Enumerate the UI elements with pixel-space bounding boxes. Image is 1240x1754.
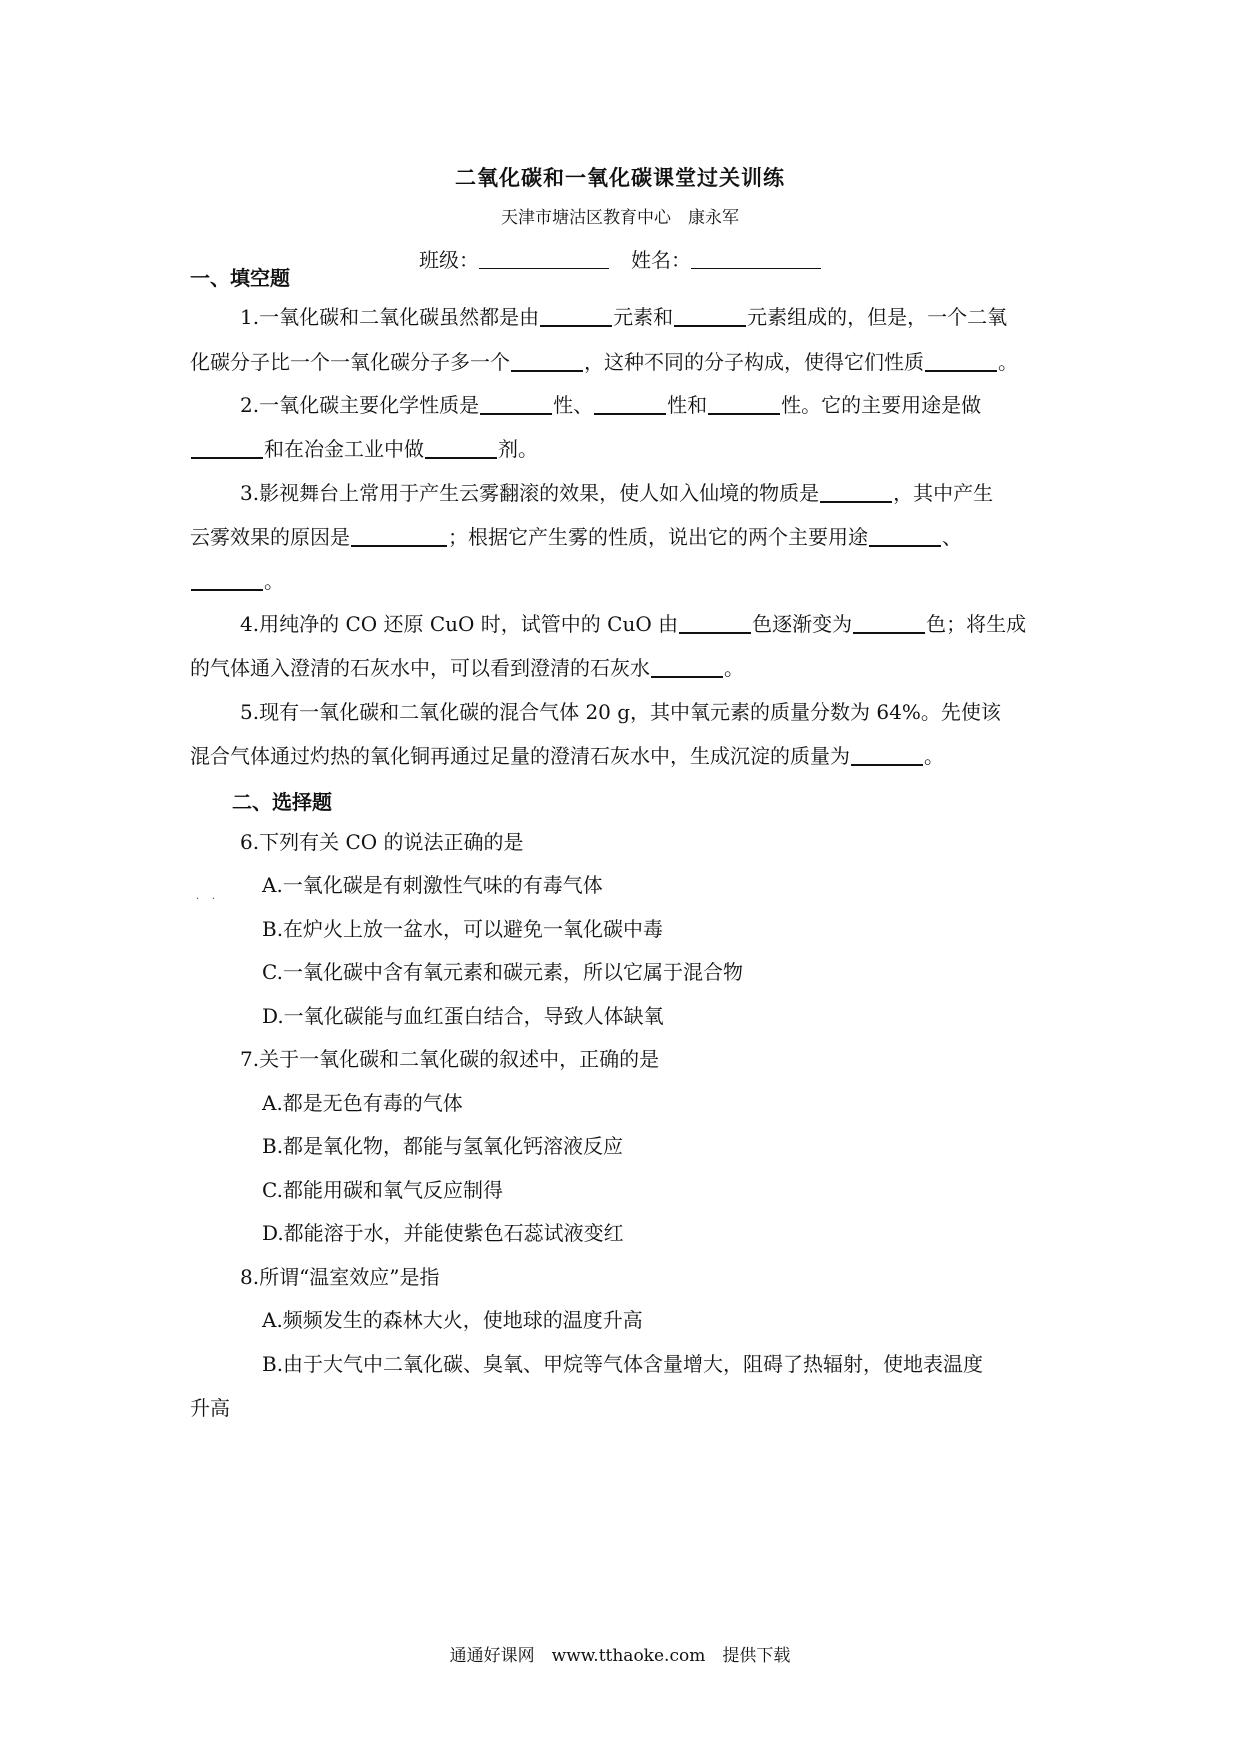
q6-option-a[interactable]: A.一氧化碳是有刺激性气味的有毒气体 [262,873,603,897]
q2-text-d: 性。它的主要用途是做 [781,393,982,417]
q6-option-b[interactable]: B.在炉火上放一盆水，可以避免一氧化碳中毒 [262,917,664,941]
q1-blank-4[interactable] [925,350,997,372]
q7-option-d[interactable]: D.都能溶于水，并能使紫色石蕊试液变红 [262,1221,624,1245]
name-label: 姓名： [631,248,691,272]
q2-text-c: 性和 [667,393,708,417]
q1-text-c: 元素组成的，但是，一个二氧 [747,305,1008,329]
q1-text-f: 。 [998,350,1018,374]
q2-text-f: 剂。 [498,437,538,461]
q2-blank-2[interactable] [594,393,666,415]
q3-line-1 [240,481,1110,505]
q3-text-f: 。 [264,569,284,593]
document-title: 二氧化碳和一氧化碳课堂过关训练 [455,165,785,190]
q8-option-b-line-1[interactable]: B.由于大气中二氧化碳、臭氧、甲烷等气体含量增大，阻碍了热辐射，使地表温度 [262,1352,984,1376]
q1-text-a: 1.一氧化碳和二氧化碳虽然都是由 [240,305,540,329]
q3-text-d: ；根据它产生雾的性质，说出它的两个主要用途 [448,525,868,549]
class-label: 班级： [419,248,479,272]
q2-line-2 [190,437,1060,461]
q1-text-d: 化碳分子比一个一氧化碳分子多一个 [190,350,510,374]
q2-blank-1[interactable] [480,393,552,415]
name-blank[interactable] [691,250,821,269]
q7-option-b[interactable]: B.都是氧化物，都能与氢氧化钙溶液反应 [262,1134,624,1158]
q3-blank-4[interactable] [191,569,263,591]
q2-blank-5[interactable] [425,437,497,459]
q2-blank-4[interactable] [191,437,263,459]
q1-text-b: 元素和 [613,305,674,329]
q3-line-3 [190,569,1060,593]
q3-text-c: 云雾效果的原因是 [190,525,350,549]
q5-line-1: 5.现有一氧化碳和二氧化碳的混合气体 20 g，其中氧元素的质量分数为 64%。先使该 [240,700,1001,724]
q1-blank-1[interactable] [540,305,612,327]
q4-line-2 [190,656,1060,680]
q4-blank-2[interactable] [853,612,925,634]
q5-text-a: 混合气体通过灼热的氧化铜再通过足量的澄清石灰水中，生成沉淀的质量为 [190,744,850,768]
q8-option-b-line-2[interactable]: 升高 [190,1396,230,1420]
q4-blank-3[interactable] [651,656,723,678]
q2-blank-3[interactable] [708,393,780,415]
class-name-line [0,244,1240,273]
q8-stem: 8.所谓“温室效应”是指 [240,1265,440,1289]
q6-option-d[interactable]: D.一氧化碳能与血红蛋白结合，导致人体缺氧 [262,1004,664,1028]
q6-option-c[interactable]: C.一氧化碳中含有氧元素和碳元素，所以它属于混合物 [262,960,743,984]
q3-blank-1[interactable] [820,481,892,503]
class-blank[interactable] [479,250,609,269]
author-line: 天津市塘沽区教育中心 康永军 [501,208,739,228]
q4-text-a: 4.用纯净的 CO 还原 CuO 时，试管中的 CuO 由 [240,612,679,636]
q3-blank-3[interactable] [869,525,941,547]
q2-text-a: 2.一氧化碳主要化学性质是 [240,393,480,417]
q6-stem: 6.下列有关 CO 的说法正确的是 [240,830,524,854]
q1-line-1 [240,305,1060,329]
q7-option-c[interactable]: C.都能用碳和氧气反应制得 [262,1178,503,1202]
scan-specks: · · [196,894,216,905]
q7-stem: 7.关于一氧化碳和二氧化碳的叙述中，正确的是 [240,1047,660,1071]
q4-blank-1[interactable] [679,612,751,634]
q4-text-b: 色逐渐变为 [752,612,853,636]
section-choice: 二、选择题 [232,790,332,814]
q5-text-b: 。 [924,744,944,768]
q1-text-e: ，这种不同的分子构成，使得它们性质 [584,350,924,374]
q5-blank-1[interactable] [851,744,923,766]
q3-line-2 [190,525,1060,549]
q3-blank-2[interactable] [351,525,447,547]
section-fill-in: 一、填空题 [190,266,290,290]
q3-text-a: 3.影视舞台上常用于产生云雾翻滚的效果，使人如入仙境的物质是 [240,481,820,505]
q1-blank-2[interactable] [674,305,746,327]
q2-line-1 [240,393,1110,417]
q4-text-c: 色；将生成 [926,612,1027,636]
q1-line-2 [190,350,1060,374]
q5-line-2 [190,744,1060,768]
q2-text-b: 性、 [553,393,594,417]
q7-option-a[interactable]: A.都是无色有毒的气体 [262,1091,463,1115]
q4-text-d: 的气体通入澄清的石灰水中，可以看到澄清的石灰水 [190,656,650,680]
q4-line-1 [240,612,1110,636]
footer-credit: 通通好课网 www.tthaoke.com 提供下载 [449,1646,791,1666]
q3-text-e: 、 [942,525,962,549]
q3-text-b: ，其中产生 [893,481,994,505]
q1-blank-3[interactable] [511,350,583,372]
q2-text-e: 和在冶金工业中做 [264,437,424,461]
q4-text-e: 。 [724,656,744,680]
q8-option-a[interactable]: A.频频发生的森林大火，使地球的温度升高 [262,1308,643,1332]
